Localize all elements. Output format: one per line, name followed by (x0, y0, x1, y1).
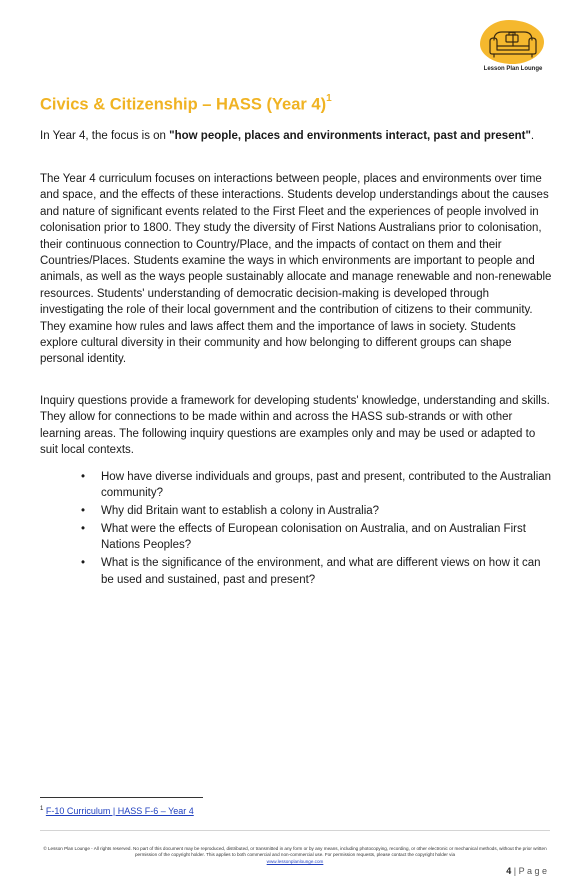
page-separator: | (513, 866, 517, 876)
inquiry-question: What is the significance of the environment, and what are different views on how it can be used and sustained, past and present? (101, 557, 541, 586)
lesson-plan-lounge-logo (476, 20, 550, 80)
intro-suffix: . (530, 130, 535, 142)
bullet-icon: • (81, 505, 86, 518)
title-text: Civics & Citizenship – HASS (Year 4) (40, 95, 327, 114)
footer-divider (40, 830, 550, 831)
footnote-number: 1 (40, 806, 44, 812)
couch-icon (484, 24, 542, 60)
copyright-website-link[interactable]: www.lessonplanlounge.com (266, 858, 324, 864)
list-item (40, 555, 552, 588)
list-item (40, 469, 552, 502)
intro-paragraph (40, 128, 552, 144)
footnote (40, 806, 194, 816)
footnote-link[interactable]: F-10 Curriculum | HASS F-6 – Year 4 (45, 806, 194, 816)
inquiry-question: How have diverse individuals and groups, past and present, contributed to the Australian community? (101, 471, 552, 500)
intro-focus: "how people, places and environments interact, past and present" (169, 130, 531, 142)
bullet-icon: • (81, 471, 86, 483)
bullet-icon: • (81, 557, 86, 570)
footnote-divider (40, 797, 203, 798)
page-number-value: 4 (506, 866, 512, 876)
page-title (40, 95, 332, 115)
inquiry-question: Why did Britain want to establish a colony in Australia? (101, 505, 380, 518)
list-item (40, 503, 552, 519)
bullet-icon: • (81, 523, 86, 535)
copyright-text: © Lesson Plan Lounge - All rights reserved. No part of this document may be reproduced, distributed, or transmitted in any form or by any means, including photocopying, recording, or other electronic or mechanical methods, without the prior written permission of the copyright holder. This applies to both commercial and non-commercial use. For permission requests, please contact the copyright holder via (43, 846, 547, 858)
title-footnote-ref[interactable]: 1 (326, 93, 332, 104)
page-number (506, 866, 547, 876)
inquiry-paragraph: Inquiry questions provide a framework for developing students' knowledge, understanding and skills. They allow for connections to be made within and across the HASS sub-strands or with other learning areas. The following inquiry questions are examples only and may be used or adapted to suit local contexts. (40, 395, 550, 457)
inquiry-question: What were the effects of European colonisation on Australia, and on Australian First Nations Peoples? (101, 523, 526, 552)
page-label: P a g e (518, 866, 547, 876)
curriculum-paragraph: The Year 4 curriculum focuses on interactions between people, places and environments over time and space, and the effects of these interactions. Students develop understandings about the causes and nature of significant events related to the First Fleet and the experiences of people involved in colonisation prior to 1800. They study the diversity of First Nations Australians prior to colonisation, their continuous connection to Country/Place, and the impacts of contact on them and their Countries/Places. Students examine the ways in which environments are important to people and animals, as well as the ways people sustainably allocate and manage renewable and non-renewable resources. Students' understanding of democratic decision-making is developed through investigating the role of their local government and the contribution of citizens to their community. They examine how rules and laws affect them and the importance of laws in society. Students explore cultural diversity in their community and how belonging to different groups can shape personal identity. (40, 173, 552, 366)
inquiry-question-list (40, 469, 552, 589)
intro-prefix: In Year 4, the focus is on (40, 130, 170, 142)
copyright-notice (40, 846, 550, 865)
list-item (40, 521, 552, 554)
logo-text: Lesson Plan Lounge (483, 66, 543, 72)
